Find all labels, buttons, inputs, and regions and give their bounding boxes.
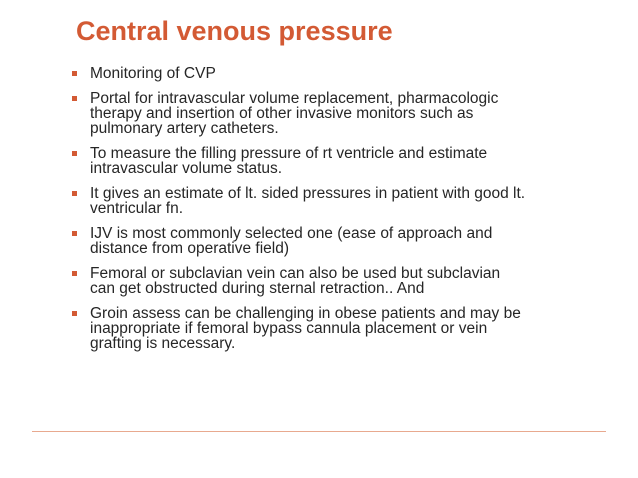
square-bullet-icon — [72, 151, 77, 156]
bullet-item — [72, 226, 592, 256]
square-bullet-icon — [72, 96, 77, 101]
square-bullet-icon — [72, 71, 77, 76]
square-bullet-icon — [72, 231, 77, 236]
bullet-item — [72, 91, 592, 136]
bullet-item — [72, 66, 592, 81]
square-bullet-icon — [72, 271, 77, 276]
bullet-item — [72, 266, 592, 296]
slide-title: Central venous pressure — [76, 16, 393, 46]
square-bullet-icon — [72, 191, 77, 196]
bullet-text: IJV is most commonly selected one (ease of approach and distance from operative field) — [90, 225, 493, 257]
bullet-text: Femoral or subclavian vein can also be used but subclavian can get obstructed during sternal retraction.. And — [90, 265, 501, 297]
bullet-text: Portal for intravascular volume replacement, pharmacologic therapy and insertion of other invasive monitors such as pulmonary artery catheters. — [90, 90, 499, 137]
bullet-text: Monitoring of CVP — [90, 65, 216, 82]
bullet-list — [72, 66, 592, 361]
bullet-text: It gives an estimate of lt. sided pressures in patient with good lt. ventricular fn. — [90, 185, 526, 217]
bullet-text: Groin assess can be challenging in obese patients and may be inappropriate if femoral bypass cannula placement or vein grafting is necessary. — [90, 305, 521, 352]
bullet-text: To measure the filling pressure of rt ventricle and estimate intravascular volume status. — [90, 145, 488, 177]
bullet-item — [72, 306, 592, 351]
bullet-item — [72, 186, 592, 216]
square-bullet-icon — [72, 311, 77, 316]
footer-divider — [32, 431, 606, 432]
bullet-item — [72, 146, 592, 176]
